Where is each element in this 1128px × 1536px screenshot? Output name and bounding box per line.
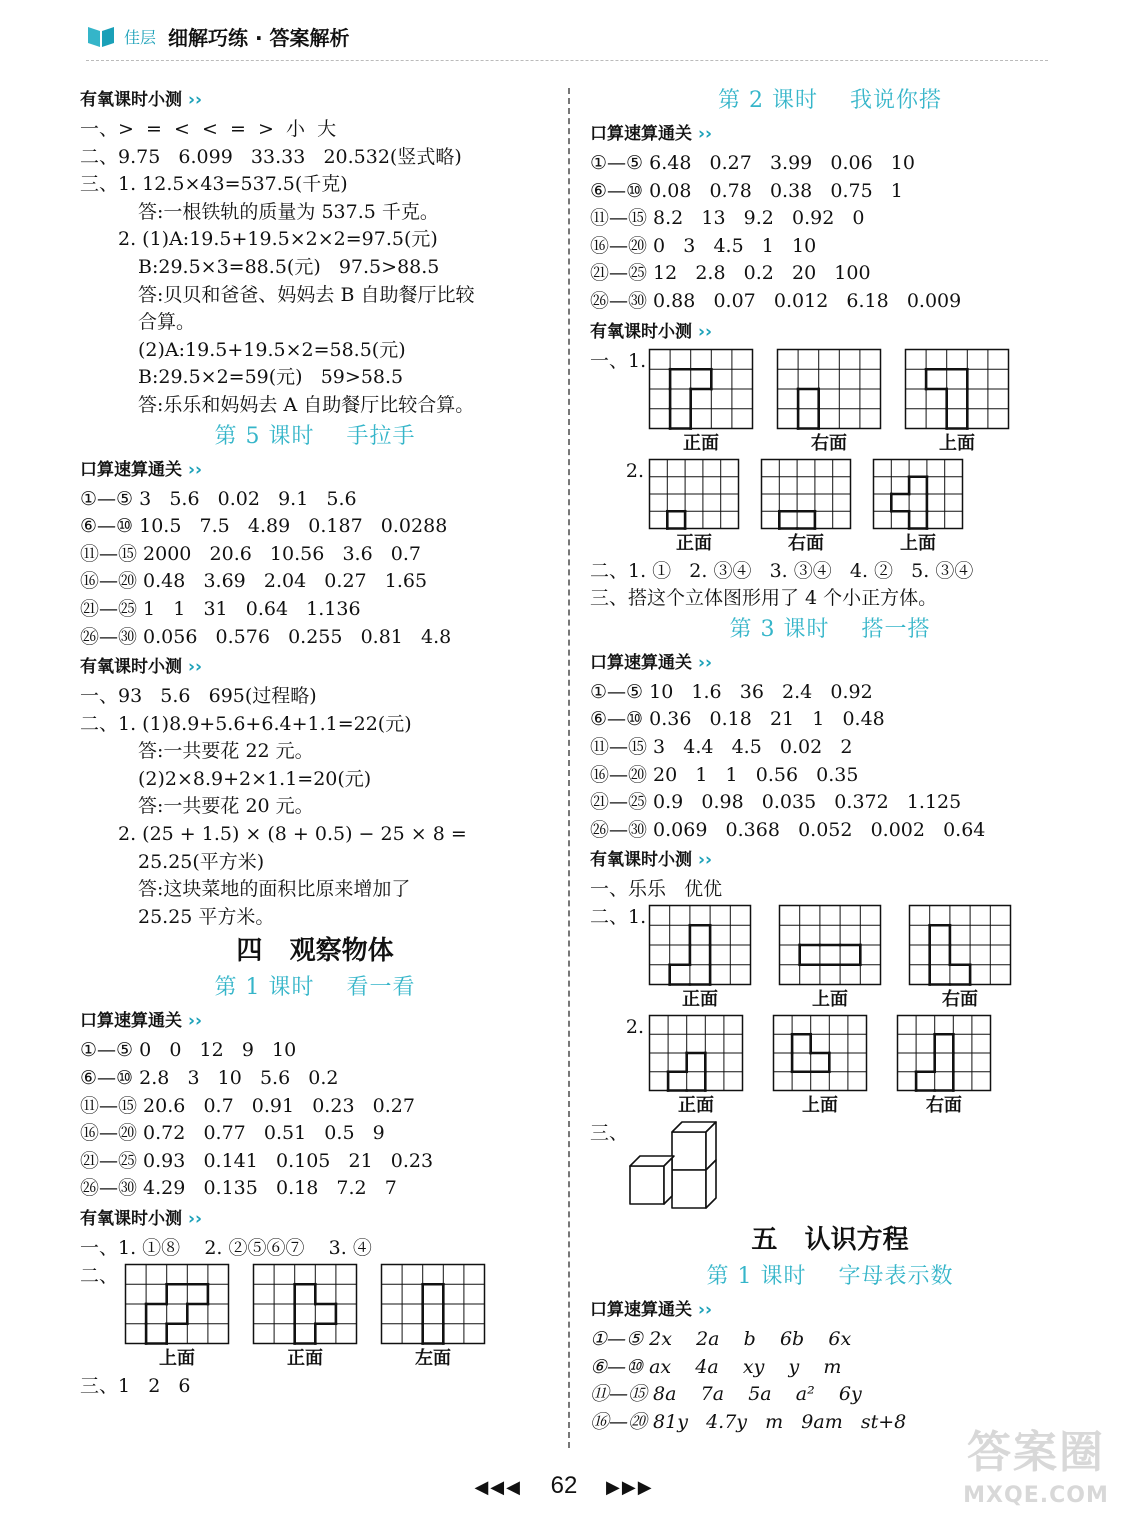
view-caption: 上面: [802, 1094, 838, 1116]
double-chevron-icon: ››: [698, 124, 713, 144]
answer-line: 答:一共要花 20 元。: [138, 795, 314, 818]
view-caption: 正面: [682, 988, 718, 1010]
answer-line: B:29.5×3=88.5(元) 97.5>88.5: [138, 255, 440, 278]
answer-line: ①—⑤ 0 0 12 9 10: [80, 1039, 297, 1062]
double-chevron-icon: ››: [188, 459, 203, 480]
answer-line: 答:一根铁轨的质量为 537.5 千克。: [138, 200, 439, 223]
view-grid: [252, 1263, 358, 1345]
question-label: 三、: [590, 1121, 629, 1144]
view-grid-row: [590, 904, 1070, 1014]
answer-line: 答:乐乐和妈妈去 A 自助餐厅比较合算。: [138, 393, 475, 416]
answer-line: (2)2×8.9+2×1.1=20(元): [138, 767, 372, 790]
answer-line: ㉑—㉕ 0.9 0.98 0.035 0.372 1.125: [590, 791, 962, 814]
section-heading: 有氧课时小测 ››: [80, 1209, 203, 1229]
answer-line: 一、93 5.6 695(过程略): [80, 685, 317, 708]
answer-line: ⑯—⑳ 0 3 4.5 1 10: [590, 234, 817, 257]
view-grid: [648, 1014, 744, 1092]
answer-line: ⑥—⑩ ax 4a xy y m: [590, 1355, 842, 1378]
answer-line: ⑥—⑩ 2.8 3 10 5.6 0.2: [80, 1067, 339, 1090]
answer-line: 二、1. (1)8.9+5.6+6.4+1.1=22(元): [80, 712, 412, 735]
view-caption: 右面: [942, 988, 978, 1010]
double-chevron-icon: ››: [188, 90, 203, 110]
answer-line: 答:这块菜地的面积比原来增加了: [138, 878, 411, 901]
cube-stack-figure: [624, 1120, 734, 1214]
section-heading: 口算速算通关 ››: [80, 1011, 203, 1032]
watermark-url: MXQE.COM: [963, 1483, 1109, 1508]
answer-line: 一、乐乐 优优: [590, 878, 723, 901]
question-label: 2.: [625, 459, 644, 482]
question-label: 一、1.: [590, 349, 647, 372]
double-chevron-icon: ››: [188, 1209, 203, 1229]
view-caption: 右面: [926, 1094, 962, 1116]
answer-line: ㉖—㉚ 0.88 0.07 0.012 6.18 0.009: [590, 289, 962, 312]
double-chevron-icon: ››: [698, 1299, 713, 1320]
lesson-title: 第 2 课时 我说你搭: [718, 88, 942, 113]
view-grid-row: [80, 1263, 550, 1373]
view-caption: 上面: [159, 1347, 195, 1369]
book-logo-icon: [86, 23, 116, 49]
section-heading: 有氧课时小测 ››: [590, 321, 713, 342]
column-divider: [568, 88, 570, 1448]
watermark: [952, 1424, 1120, 1528]
view-caption: 上面: [939, 432, 975, 454]
answer-line: ⑯—⑳ 81y 4.7y m 9am st+8: [590, 1410, 907, 1433]
view-grid: [908, 904, 1012, 986]
lesson-title: 第 1 课时 字母表示数: [706, 1263, 954, 1289]
answer-line: ㉑—㉕ 0.93 0.141 0.105 21 0.23: [80, 1149, 434, 1172]
view-grid: [896, 1014, 992, 1092]
view-caption: 上面: [812, 988, 848, 1010]
section-heading: 口算速算通关 ››: [80, 459, 203, 480]
watermark-logo-text: 答案圈: [967, 1427, 1105, 1478]
question-label: 2.: [625, 1015, 644, 1038]
right-column: [590, 84, 1070, 1436]
lesson-title: 第 1 课时 看一看: [214, 975, 416, 1001]
answer-line: (2)A:19.5+19.5×2=58.5(元): [138, 338, 406, 361]
answer-line: 一、> = < < = > 小 大: [80, 118, 337, 140]
left-column: [80, 84, 550, 1400]
answer-line: ⑯—⑳ 0.48 3.69 2.04 0.27 1.65: [80, 570, 428, 593]
answer-line: ⑪—⑮ 2000 20.6 10.56 3.6 0.7: [80, 542, 421, 565]
double-chevron-icon: ››: [698, 652, 713, 673]
view-caption: 右面: [788, 532, 824, 554]
answer-line: ①—⑤ 2x 2a b 6b 6x: [590, 1327, 852, 1350]
view-caption: 正面: [287, 1347, 323, 1369]
answer-line: ①—⑤ 10 1.6 36 2.4 0.92: [590, 680, 873, 703]
answer-line: ⑪—⑮ 8.2 13 9.2 0.92 0: [590, 207, 865, 230]
section-heading: 口算速算通关 ››: [590, 1299, 713, 1320]
answer-line: 三、1. 12.5×43=537.5(千克): [80, 173, 348, 196]
answer-line: ①—⑤ 3 5.6 0.02 9.1 5.6: [80, 487, 357, 510]
answer-line: ⑯—⑳ 0.72 0.77 0.51 0.5 9: [80, 1122, 385, 1145]
view-grid: [872, 458, 964, 530]
view-grid-row: [590, 1014, 1070, 1120]
section-heading: 口算速算通关 ››: [590, 652, 713, 673]
answer-line: ⑪—⑮ 3 4.4 4.5 0.02 2: [590, 735, 853, 758]
section-heading: 有氧课时小测 ››: [590, 850, 713, 871]
question-label: 二、: [80, 1264, 119, 1287]
view-grid: [648, 458, 740, 530]
answer-line: ⑥—⑩ 0.36 0.18 21 1 0.48: [590, 708, 885, 731]
answer-line: ⑥—⑩ 10.5 7.5 4.89 0.187 0.0288: [80, 515, 448, 538]
brand-name: 佳层: [124, 27, 157, 47]
lesson-title: 第 3 课时 搭一搭: [729, 616, 931, 642]
view-caption: 左面: [415, 1347, 451, 1369]
book-title: 细解巧练 · 答案解析: [168, 25, 350, 50]
answer-line: 25.25(平方米): [138, 850, 265, 873]
answer-line: 一、1. ①⑧ 2. ②⑤⑥⑦ 3. ④: [80, 1237, 372, 1259]
view-caption: 正面: [676, 532, 712, 554]
answer-line: 三、搭这个立体图形用了 4 个小正方体。: [590, 587, 938, 610]
view-grid: [648, 904, 752, 986]
double-chevron-icon: ››: [188, 1011, 203, 1032]
view-caption: 上面: [900, 532, 936, 554]
answer-line: ①—⑤ 6.48 0.27 3.99 0.06 10: [590, 152, 915, 174]
view-grid-row: [590, 348, 1070, 458]
answer-line: ㉖—㉚ 0.056 0.576 0.255 0.81 4.8: [80, 625, 452, 648]
answer-line: ㉖—㉚ 0.069 0.368 0.052 0.002 0.64: [590, 818, 986, 841]
answer-line: 三、1 2 6: [80, 1374, 191, 1397]
section-heading: 有氧课时小测 ››: [80, 657, 203, 678]
double-chevron-icon: ››: [188, 657, 203, 678]
prev-arrows-icon: ◀◀◀: [474, 1477, 522, 1497]
answer-line: 2. (1)A:19.5+19.5×2×2=97.5(元): [118, 228, 438, 251]
answer-line: 合算。: [138, 311, 196, 334]
view-grid-row: [590, 458, 1070, 558]
header-rule: [86, 60, 1048, 61]
view-grid: [772, 1014, 868, 1092]
answer-line: ⑪—⑮ 8a 7a 5a a² 6y: [590, 1383, 862, 1406]
answer-line: ㉑—㉕ 1 1 31 0.64 1.136: [80, 597, 361, 620]
view-grid: [760, 458, 852, 530]
cube-figure-row: [590, 1120, 1070, 1220]
lesson-title: 第 5 课时 手拉手: [214, 423, 416, 449]
view-grid: [380, 1263, 486, 1345]
answer-line: 答:贝贝和爸爸、妈妈去 B 自助餐厅比较: [138, 283, 475, 306]
next-arrows-icon: ▶▶▶: [606, 1477, 654, 1497]
view-grid: [124, 1263, 230, 1345]
view-caption: 正面: [683, 432, 719, 454]
answer-line: ㉖—㉚ 4.29 0.135 0.18 7.2 7: [80, 1177, 397, 1200]
page-header: [86, 16, 350, 56]
answer-line: ⑯—⑳ 20 1 1 0.56 0.35: [590, 763, 859, 786]
double-chevron-icon: ››: [698, 321, 713, 342]
view-caption: 正面: [678, 1094, 714, 1116]
view-grid: [778, 904, 882, 986]
answer-line: 二、9.75 6.099 33.33 20.532(竖式略): [80, 145, 462, 168]
answer-line: 答:一共要花 22 元。: [138, 740, 314, 763]
section-heading: 口算速算通关 ››: [590, 124, 713, 144]
view-caption: 右面: [811, 432, 847, 454]
view-grid: [904, 348, 1010, 430]
answer-line: 二、1. ① 2. ③④ 3. ③④ 4. ② 5. ③④: [590, 559, 974, 582]
answer-line: B:29.5×2=59(元) 59>58.5: [138, 366, 404, 389]
view-grid: [776, 348, 882, 430]
chapter-title: 五 认识方程: [751, 1224, 909, 1255]
answer-line: ⑪—⑮ 20.6 0.7 0.91 0.23 0.27: [80, 1094, 415, 1117]
view-grid: [648, 348, 754, 430]
page-number: 62: [550, 1472, 578, 1499]
section-heading: 有氧课时小测 ››: [80, 90, 203, 110]
answer-line: 2. (25 + 1.5) × (8 + 0.5) − 25 × 8 =: [118, 823, 467, 846]
double-chevron-icon: ››: [698, 850, 713, 871]
answer-line: 25.25 平方米。: [138, 905, 275, 928]
answer-line: ⑥—⑩ 0.08 0.78 0.38 0.75 1: [590, 179, 903, 202]
chapter-title: 四 观察物体: [236, 936, 394, 967]
answer-line: ㉑—㉕ 12 2.8 0.2 20 100: [590, 262, 871, 285]
question-label: 二、1.: [590, 905, 647, 928]
